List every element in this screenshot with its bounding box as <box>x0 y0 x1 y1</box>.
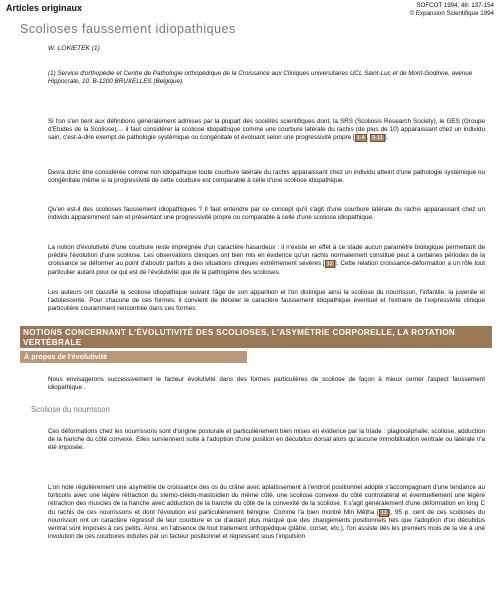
paragraph-1-end: ]. <box>384 134 389 142</box>
paragraph-8-end: ], 95 p. cent de ces scolioses du nourrisson ont un caractère régressif de leur courbure et ce d'autant plus marqué que des changements positionnels tels que l'adoption d'un décubitus ventral sont imposés à ces petits. Ainsi, en l'absence de tout traitement orthopédique (plâtre, corset, etc.), l'on assiste dès les premiers mois de la vie à une involution de ces courbures induites par un facteur positionnel et régressant sous l'impulsion <box>48 508 485 541</box>
reference-link[interactable]: 13 <box>380 509 387 516</box>
reference-link[interactable]: 12 <box>326 261 333 268</box>
subsection-heading: À propos de l'évolutivité <box>20 351 247 363</box>
paragraph-8 <box>48 484 485 541</box>
section-label: Articles originaux <box>6 3 83 13</box>
paragraph-4-end: ]. Cette relation croissance-déformation a un rôle tout particulier autant pour ce qui est de l'évolutivité que de la pathogénie des scolioses. <box>48 260 485 276</box>
affiliation: (1) Service d'orthopédie et Centre de Pathologie orthopédique de la Croissance aux Cliniques universitaires UCL Saint-Luc et de Mont-Godinne, avenue Hippocrate, 10. B-1200 BRUXELLES (Belgique). <box>48 70 473 85</box>
author: W. LOKIETEK (1) <box>48 45 100 52</box>
citation: SOFCOT 1994; 46: 137-154 <box>416 2 494 9</box>
paragraph-3: Qu'en est-il des scolioses faussement idiopathiques ? Il faut entendre par ce concept qu'il s'agit d'une courbure latérale du rachis apparaissant chez un individu apparemment sain et présentant une progressivité propre ou comparable à celle d'une scoliose idiopathique. <box>48 206 485 222</box>
section-heading: NOTIONS CONCERNANT L'ÉVOLUTIVITÉ DES SCOLIOSES, L'ASYMÉTRIE CORPORELLE, LA ROTATION VERTÉBRALE <box>20 326 492 348</box>
paragraph-1 <box>48 118 485 143</box>
paragraph-1-text: Si l'on s'en tient aux définitions généralement admises par la plupart des sociétés scientifiques dont, la SRS (Scoliosis Research Society), le GES (Groupe d'Etudes de la Scoliose),... il faut considérer la scoliose idiopathique comme une courbure latérale du rachis (de plus de 10) apparaissant chez un individu sain, c'est-à-dire exempt de pathologie systémique ou congénitale et évoluant selon une progressivité propre [ <box>48 118 485 142</box>
paragraph-5: Les auteurs ont classifié la scoliose idiopathique suivant l'âge de son apparition et l'on distingue ainsi la scoliose du nourrisson, l'infantile, la juvénile et l'adolescente. Pour chacune de ces formes, il convient de déceler le caractère faussement idiopathique éventuel et l'extraire de l'expressivité clinique particulière couramment rencontrée dans ces formes. <box>48 289 485 313</box>
paragraph-7: Ces déformations chez les nourrissons sont d'origine posturale et particulièrement bien mises en évidence par la triade : plagiocéphalie, scoliose, adduction de la hanche du côté convexe. Elles surviennent suite à l'adoption d'une position en décubitus dorsal alors qu'aucune immobilisation ventrale ou latérale n'a été imposée. <box>48 428 485 452</box>
sub-heading: Scoliose du nourrisson <box>31 405 110 414</box>
paragraph-8-text: L'on note régulièrement une asymétrie de croissance des os du crâne avec aplatissement à l'endroit positionnel adopté s'accompagnant d'une tendance au torticolis avec une légère rétraction du sterno-cléido-mastoïdien du même côté, une scoliose convexe du côté controlatéral et éventuellement une légère rétraction des muscles de la hanche avec adduction de la hanche du côté de la convexité de la scoliose. Il s'agit généralement d'une déformation en long C du rachis de ces nourrissons et dont l'évolution est particulièrement bénigne. Comme l'a bien montré Min Mêtha [ <box>48 484 485 516</box>
citation-block <box>410 2 494 18</box>
paragraph-2: Devra donc être considérée comme non idiopathique toute courbure latérale du rachis apparaissant chez un individu atteint d'une pathologie systémique ou congénitale même si la progressivité de cette courbure est comparable à celle d'une scoliose idiopathique. <box>48 169 485 185</box>
reference-link[interactable]: 1-4 <box>356 135 365 142</box>
paragraph-1-sep: , <box>366 134 371 142</box>
reference-link[interactable]: 5-11 <box>372 135 383 142</box>
paragraph-4-text: La notion d'évolutivité d'une courbure reste imprégnée d'un caractère hasardeux : il n'existe en effet à ce stade aucun paramètre biologique permettant de prédire l'évolution d'une scoliose. Les observations cliniques ont bien mis en évidence qu'un rachis normalement constitué peut à certaines périodes de la croissance se déformer au point d'aboutir parfois à des situations cliniques extrêmement sévères [ <box>48 244 485 268</box>
article-title: Scolioses faussement idiopathiques <box>20 22 236 36</box>
paragraph-6: Nous envisagerons successivement le facteur évolutivité dans des formes particulières de scoliose de façon à mieux cerner l'aspect faussement idiopathique . <box>48 376 485 392</box>
copyright: © Expansion Scientifique 1994 <box>409 10 494 17</box>
paragraph-4 <box>48 244 485 277</box>
